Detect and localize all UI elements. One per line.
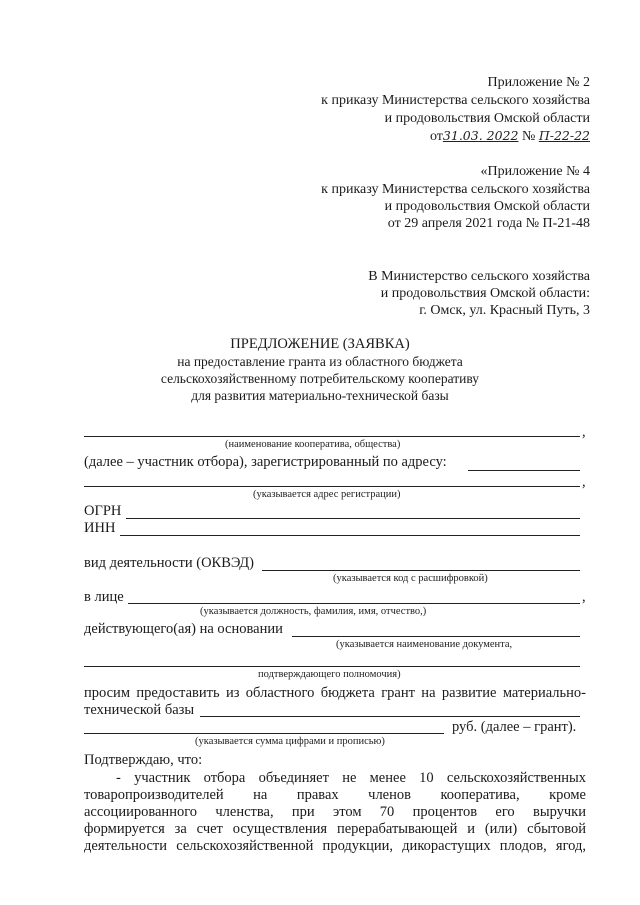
inn-field-line[interactable] xyxy=(120,535,580,536)
document-title: ПРЕДЛОЖЕНИЕ (ЗАЯВКА) xyxy=(230,336,410,352)
address-field-line-2[interactable] xyxy=(84,486,580,487)
handwritten-number: П-22-22 xyxy=(538,128,590,143)
hint-sum: (указывается сумма цифрами и прописью) xyxy=(195,736,385,747)
handwritten-date: 31.03. 2022 xyxy=(442,128,519,143)
person-field-line[interactable] xyxy=(128,603,580,604)
hint-person: (указывается должность, фамилия, имя, отчество,) xyxy=(200,606,427,617)
appendix4-line3: от 29 апреля 2021 года № П-21-48 xyxy=(387,216,590,231)
rub-text: руб. (далее – грант). xyxy=(452,719,577,735)
hint-okved: (указывается код с расшифровкой) xyxy=(333,573,488,584)
para-line3: ассоциированного членства, при этом 70 процентов его выручки xyxy=(84,804,586,820)
para-line2: товаропроизводителей на правах членов кооператива, кроме xyxy=(84,787,586,803)
para-line4: формируется за счет осуществления перерабатывающей и (или) сбытовой xyxy=(84,821,586,837)
appendix2-num-label: № xyxy=(521,129,536,144)
appendix2-from: от xyxy=(429,129,443,144)
basis-field-line[interactable] xyxy=(292,636,580,637)
address-field-line-1[interactable] xyxy=(468,470,580,471)
name-field-line[interactable] xyxy=(84,436,580,437)
heading-line1: на предоставление гранта из областного бюджета xyxy=(177,354,463,369)
ogrn-label: ОГРН xyxy=(84,503,122,519)
participant-text: (далее – участник отбора), зарегистрированный по адресу: xyxy=(84,454,447,470)
hint-doc: (указывается наименование документа, xyxy=(336,639,513,650)
hint-name: (наименование кооператива, общества) xyxy=(225,439,401,450)
addressee-line2: и продовольствия Омской области: xyxy=(380,286,590,301)
appendix4-line1: к приказу Министерства сельского хозяйства xyxy=(321,182,590,197)
request-line2: технической базы xyxy=(84,702,195,718)
grant-sum-field-line[interactable] xyxy=(84,733,444,734)
person-label: в лице xyxy=(84,589,124,605)
ogrn-field-line[interactable] xyxy=(126,518,580,519)
appendix2-title: Приложение № 2 xyxy=(487,75,590,90)
authority-field-line[interactable] xyxy=(84,666,580,667)
appendix2-line2: и продовольствия Омской области xyxy=(384,111,590,126)
addressee-line1: В Министерство сельского хозяйства xyxy=(368,269,590,284)
hint-authority: подтверждающего полномочия) xyxy=(258,669,401,680)
para-line5: деятельности сельскохозяйственной продукции, дикорастущих плодов, ягод, xyxy=(84,838,586,854)
appendix2-date-line xyxy=(430,127,590,145)
appendix4-line2: и продовольствия Омской области xyxy=(384,199,590,214)
heading-line2: сельскохозяйственному потребительскому кооперативу xyxy=(160,371,480,386)
appendix4-title: «Приложение № 4 xyxy=(480,164,590,179)
inn-label: ИНН xyxy=(84,520,116,536)
para-line1: - участник отбора объединяет не менее 10 сельскохозяйственных xyxy=(116,770,586,786)
hint-address: (указывается адрес регистрации) xyxy=(253,489,401,500)
address-comma: , xyxy=(582,474,586,490)
addressee-line3: г. Омск, ул. Красный Путь, 3 xyxy=(419,303,590,318)
name-comma: , xyxy=(582,424,586,440)
activity-label: вид деятельности (ОКВЭД) xyxy=(84,555,254,571)
acting-label: действующего(ая) на основании xyxy=(84,621,283,637)
appendix2-line1: к приказу Министерства сельского хозяйства xyxy=(321,93,590,108)
request-line1: просим предоставить из областного бюджета грант на развитие материально- xyxy=(84,685,586,701)
person-comma: , xyxy=(582,589,586,605)
okved-field-line[interactable] xyxy=(262,570,580,571)
grant-field-line-1[interactable] xyxy=(200,716,580,717)
confirm-text: Подтверждаю, что: xyxy=(84,752,203,768)
heading-line3: для развития материально-технической базы xyxy=(191,388,449,403)
